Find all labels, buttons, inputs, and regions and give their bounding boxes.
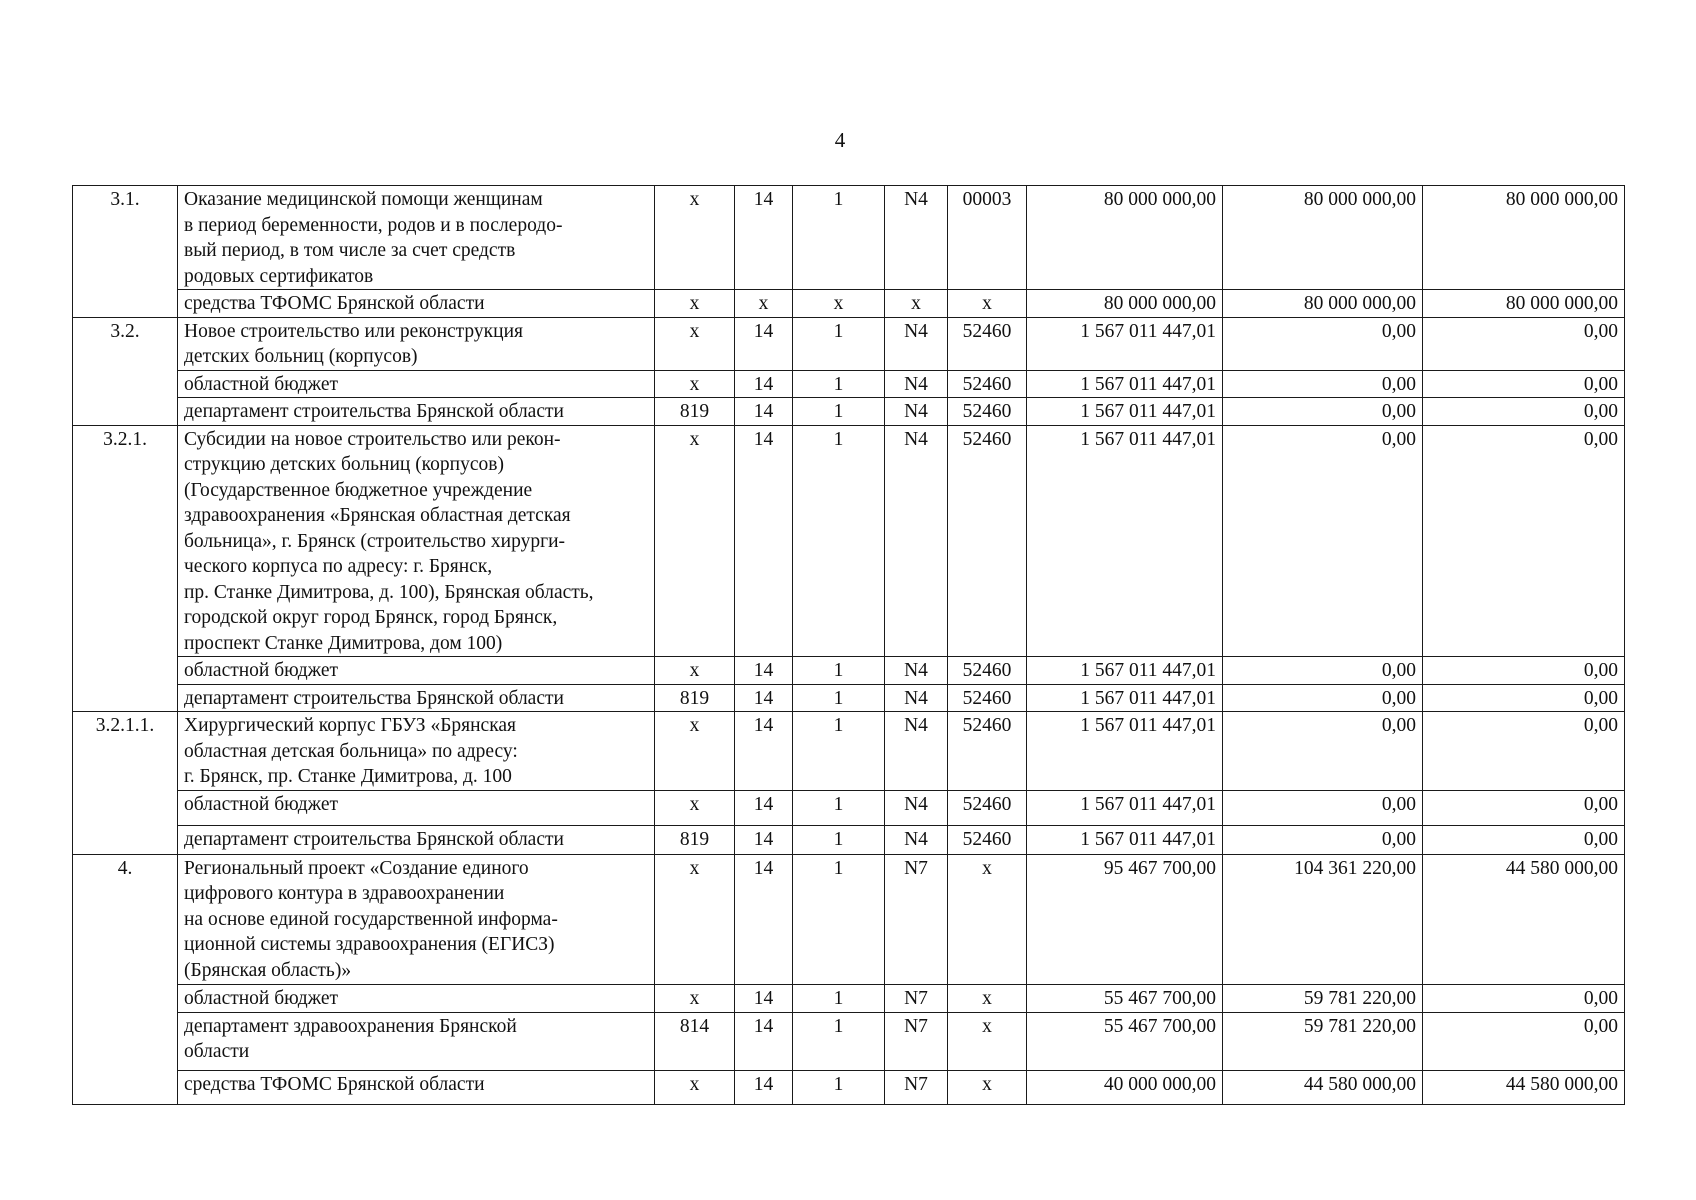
cs2-cell: x <box>948 290 1027 318</box>
pr-cell: x <box>793 290 885 318</box>
rz-cell: 14 <box>735 684 793 712</box>
year2-amount: 0,00 <box>1223 425 1423 657</box>
grbs-cell: x <box>655 186 735 290</box>
page-number: 4 <box>834 128 846 152</box>
year1-amount: 1 567 011 447,01 <box>1027 790 1223 825</box>
row-name: департамент строительства Брянской области <box>178 398 655 426</box>
rz-cell: 14 <box>735 398 793 426</box>
cs1-cell: N4 <box>885 825 948 854</box>
cs2-cell: 52460 <box>948 425 1027 657</box>
year2-amount: 80 000 000,00 <box>1223 290 1423 318</box>
year1-amount: 1 567 011 447,01 <box>1027 398 1223 426</box>
year3-amount: 0,00 <box>1423 712 1625 791</box>
cs1-cell: x <box>885 290 948 318</box>
table-row <box>73 186 1625 290</box>
year2-amount: 0,00 <box>1223 657 1423 685</box>
pr-cell: 1 <box>793 370 885 398</box>
cs1-cell: N4 <box>885 712 948 791</box>
grbs-cell: x <box>655 854 735 984</box>
rz-cell: 14 <box>735 854 793 984</box>
row-number: 3.2. <box>73 317 178 425</box>
cs2-cell: 52460 <box>948 684 1027 712</box>
grbs-cell: x <box>655 790 735 825</box>
pr-cell: 1 <box>793 425 885 657</box>
grbs-cell: x <box>655 425 735 657</box>
grbs-cell: x <box>655 317 735 370</box>
pr-cell: 1 <box>793 684 885 712</box>
row-name: департамент здравоохранения Брянской области <box>178 1012 655 1070</box>
rz-cell: 14 <box>735 657 793 685</box>
rz-cell: 14 <box>735 1070 793 1104</box>
row-name: областной бюджет <box>178 984 655 1012</box>
row-name: областной бюджет <box>178 657 655 685</box>
cs1-cell: N4 <box>885 398 948 426</box>
rz-cell: 14 <box>735 825 793 854</box>
cs1-cell: N4 <box>885 657 948 685</box>
cs1-cell: N4 <box>885 317 948 370</box>
cs2-cell: 52460 <box>948 790 1027 825</box>
grbs-cell: x <box>655 712 735 791</box>
pr-cell: 1 <box>793 1070 885 1104</box>
table-row <box>73 657 1625 685</box>
year1-amount: 1 567 011 447,01 <box>1027 712 1223 791</box>
row-name: Субсидии на новое строительство или рекон- струкцию детских больниц (корпусов) (Государственное бюджетное учреждение здравоохранения «Брянская областная детская больница», г. Брянск (строительство хирурги- ческого корпуса по адресу: г. Брянск, пр. Станке Димитрова, д. 100), Брянская область, городской округ город Брянск, город Брянск, проспект Станке Димитрова, дом 100) <box>178 425 655 657</box>
grbs-cell: 814 <box>655 1012 735 1070</box>
year1-amount: 1 567 011 447,01 <box>1027 684 1223 712</box>
year3-amount: 44 580 000,00 <box>1423 1070 1625 1104</box>
year3-amount: 0,00 <box>1423 317 1625 370</box>
cs2-cell: x <box>948 854 1027 984</box>
table-row <box>73 790 1625 825</box>
cs2-cell: x <box>948 1012 1027 1070</box>
row-name: областной бюджет <box>178 790 655 825</box>
cs1-cell: N4 <box>885 370 948 398</box>
table-row <box>73 1070 1625 1104</box>
budget-table-body <box>73 186 1625 1105</box>
table-row <box>73 854 1625 984</box>
pr-cell: 1 <box>793 657 885 685</box>
row-name: Новое строительство или реконструкция детских больниц (корпусов) <box>178 317 655 370</box>
year1-amount: 40 000 000,00 <box>1027 1070 1223 1104</box>
year1-amount: 1 567 011 447,01 <box>1027 317 1223 370</box>
pr-cell: 1 <box>793 712 885 791</box>
grbs-cell: 819 <box>655 825 735 854</box>
rz-cell: 14 <box>735 370 793 398</box>
budget-table <box>72 185 1625 1105</box>
year2-amount: 44 580 000,00 <box>1223 1070 1423 1104</box>
pr-cell: 1 <box>793 854 885 984</box>
table-row <box>73 984 1625 1012</box>
year1-amount: 1 567 011 447,01 <box>1027 657 1223 685</box>
year1-amount: 95 467 700,00 <box>1027 854 1223 984</box>
cs1-cell: N4 <box>885 425 948 657</box>
pr-cell: 1 <box>793 398 885 426</box>
rz-cell: x <box>735 290 793 318</box>
year3-amount: 80 000 000,00 <box>1423 186 1625 290</box>
pr-cell: 1 <box>793 1012 885 1070</box>
year2-amount: 0,00 <box>1223 398 1423 426</box>
rz-cell: 14 <box>735 1012 793 1070</box>
rz-cell: 14 <box>735 425 793 657</box>
row-name: департамент строительства Брянской области <box>178 825 655 854</box>
row-name: Региональный проект «Создание единого цифрового контура в здравоохранении на основе единой государственной информа- ционной системы здравоохранения (ЕГИСЗ) (Брянская область)» <box>178 854 655 984</box>
cs1-cell: N7 <box>885 854 948 984</box>
cs1-cell: N7 <box>885 1070 948 1104</box>
cs2-cell: 52460 <box>948 370 1027 398</box>
cs2-cell: 52460 <box>948 657 1027 685</box>
row-name: Хирургический корпус ГБУЗ «Брянская областная детская больница» по адресу: г. Брянск, пр. Станке Димитрова, д. 100 <box>178 712 655 791</box>
row-number: 4. <box>73 854 178 1104</box>
cs2-cell: 52460 <box>948 825 1027 854</box>
pr-cell: 1 <box>793 984 885 1012</box>
year3-amount: 44 580 000,00 <box>1423 854 1625 984</box>
cs2-cell: 52460 <box>948 317 1027 370</box>
grbs-cell: x <box>655 370 735 398</box>
cs1-cell: N7 <box>885 1012 948 1070</box>
table-row <box>73 825 1625 854</box>
year3-amount: 0,00 <box>1423 984 1625 1012</box>
year2-amount: 0,00 <box>1223 370 1423 398</box>
year2-amount: 0,00 <box>1223 825 1423 854</box>
rz-cell: 14 <box>735 712 793 791</box>
cs1-cell: N4 <box>885 684 948 712</box>
table-row <box>73 370 1625 398</box>
table-row <box>73 317 1625 370</box>
row-name: средства ТФОМС Брянской области <box>178 290 655 318</box>
grbs-cell: x <box>655 984 735 1012</box>
year2-amount: 0,00 <box>1223 317 1423 370</box>
year1-amount: 1 567 011 447,01 <box>1027 370 1223 398</box>
year2-amount: 0,00 <box>1223 684 1423 712</box>
year1-amount: 1 567 011 447,01 <box>1027 425 1223 657</box>
grbs-cell: x <box>655 1070 735 1104</box>
cs2-cell: x <box>948 984 1027 1012</box>
year3-amount: 0,00 <box>1423 370 1625 398</box>
year3-amount: 0,00 <box>1423 790 1625 825</box>
year1-amount: 80 000 000,00 <box>1027 290 1223 318</box>
year1-amount: 80 000 000,00 <box>1027 186 1223 290</box>
table-row <box>73 712 1625 791</box>
row-number: 3.2.1. <box>73 425 178 712</box>
cs2-cell: x <box>948 1070 1027 1104</box>
row-name: средства ТФОМС Брянской области <box>178 1070 655 1104</box>
table-row <box>73 398 1625 426</box>
pr-cell: 1 <box>793 186 885 290</box>
year2-amount: 104 361 220,00 <box>1223 854 1423 984</box>
table-row <box>73 425 1625 657</box>
year2-amount: 0,00 <box>1223 712 1423 791</box>
year3-amount: 0,00 <box>1423 657 1625 685</box>
row-number: 3.2.1.1. <box>73 712 178 855</box>
year3-amount: 80 000 000,00 <box>1423 290 1625 318</box>
table-row <box>73 290 1625 318</box>
year3-amount: 0,00 <box>1423 398 1625 426</box>
year1-amount: 1 567 011 447,01 <box>1027 825 1223 854</box>
year2-amount: 59 781 220,00 <box>1223 984 1423 1012</box>
row-name: Оказание медицинской помощи женщинам в период беременности, родов и в послеродо- вый период, в том числе за счет средств родовых сертификатов <box>178 186 655 290</box>
table-row <box>73 1012 1625 1070</box>
grbs-cell: x <box>655 290 735 318</box>
row-name: областной бюджет <box>178 370 655 398</box>
year2-amount: 80 000 000,00 <box>1223 186 1423 290</box>
cs1-cell: N7 <box>885 984 948 1012</box>
year3-amount: 0,00 <box>1423 684 1625 712</box>
rz-cell: 14 <box>735 790 793 825</box>
year2-amount: 0,00 <box>1223 790 1423 825</box>
rz-cell: 14 <box>735 186 793 290</box>
year3-amount: 0,00 <box>1423 1012 1625 1070</box>
pr-cell: 1 <box>793 825 885 854</box>
rz-cell: 14 <box>735 317 793 370</box>
year1-amount: 55 467 700,00 <box>1027 1012 1223 1070</box>
table-row <box>73 684 1625 712</box>
year1-amount: 55 467 700,00 <box>1027 984 1223 1012</box>
row-number: 3.1. <box>73 186 178 318</box>
cs1-cell: N4 <box>885 186 948 290</box>
cs2-cell: 52460 <box>948 398 1027 426</box>
year2-amount: 59 781 220,00 <box>1223 1012 1423 1070</box>
grbs-cell: x <box>655 657 735 685</box>
row-name: департамент строительства Брянской области <box>178 684 655 712</box>
cs2-cell: 00003 <box>948 186 1027 290</box>
year3-amount: 0,00 <box>1423 825 1625 854</box>
year3-amount: 0,00 <box>1423 425 1625 657</box>
pr-cell: 1 <box>793 790 885 825</box>
rz-cell: 14 <box>735 984 793 1012</box>
cs1-cell: N4 <box>885 790 948 825</box>
cs2-cell: 52460 <box>948 712 1027 791</box>
pr-cell: 1 <box>793 317 885 370</box>
grbs-cell: 819 <box>655 398 735 426</box>
grbs-cell: 819 <box>655 684 735 712</box>
